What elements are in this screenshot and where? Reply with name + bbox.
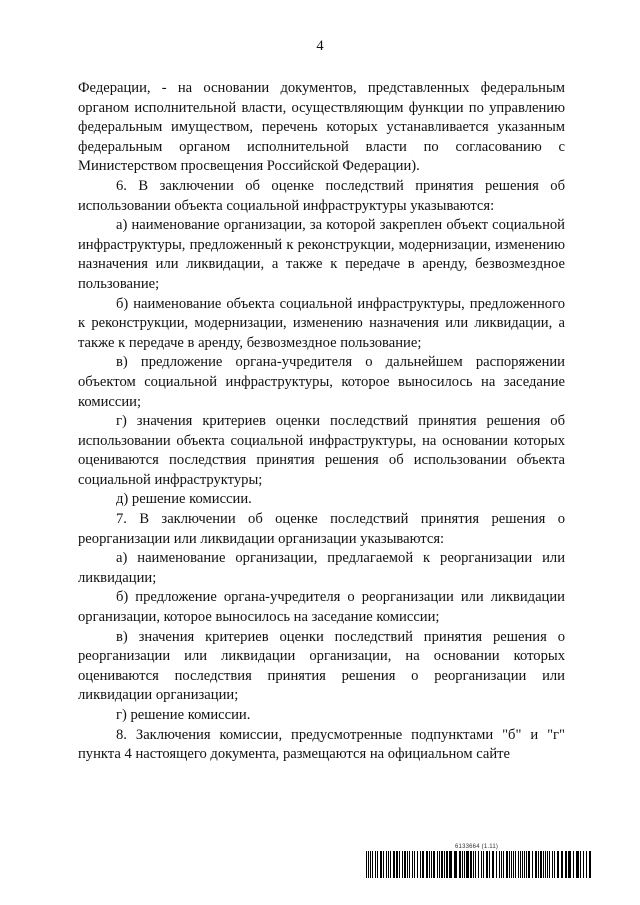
paragraph: а) наименование организации, за которой закреплен объект социальной инфраструктуры, предложенный к реконструкции, модернизации, изменению назначения или ликвидации, а также к передаче в аренду, безвозмездное пользование; xyxy=(78,217,565,292)
paragraph: Федерации, - на основании документов, представленных федеральным органом исполнительной власти, осуществляющим функции по управлению федеральным имуществом, перечень которых устанавливается указанным федеральным органом исполнительной власти по согласованию с Министерством просвещения Российской Федерации). xyxy=(78,80,565,175)
paragraph: г) решение комиссии. xyxy=(116,707,251,723)
paragraph: в) значения критериев оценки последствий принятия решения о реорганизации или ликвидации организации, на основании которых оцениваются последствия принятия решения о реорганизации или ликвидации организации; xyxy=(78,628,565,704)
paragraph: б) наименование объекта социальной инфраструктуры, предложенного к реконструкции, модернизации, изменению назначения или ликвидации, а также к передаче в аренду, безвозмездное пользование; xyxy=(78,295,565,351)
paragraph: в) предложение органа-учредителя о дальнейшем распоряжении объектом социальной инфраструктуры, которое выносилось на заседание комиссии; xyxy=(78,354,565,410)
page-number: 4 xyxy=(316,38,324,54)
paragraph: 7. В заключении об оценке последствий принятия решения о реорганизации или ликвидации организации указываются: xyxy=(78,511,565,547)
document-body xyxy=(78,79,565,765)
paragraph: д) решение комиссии. xyxy=(116,491,252,508)
barcode-icon xyxy=(366,851,594,878)
paragraph: 8. Заключения комиссии, предусмотренные подпунктами "б" и "г" пункта 4 настоящего документа, размещаются на официальном сайте xyxy=(78,726,565,763)
paragraph: б) предложение органа-учредителя о реорганизации или ликвидации организации, которое выносилось на заседание комиссии; xyxy=(78,589,565,626)
paragraph: а) наименование организации, предлагаемой к реорганизации или ликвидации; xyxy=(78,550,565,586)
paragraph: г) значения критериев оценки последствий принятия решения об использовании объекта социальной инфраструктуры, на основании которых оцениваются последствия принятия решения об использовании объекта социальной инфраструктуры; xyxy=(78,413,565,488)
document-id: 6133664 (1.11) xyxy=(455,844,499,850)
paragraph: 6. В заключении об оценке последствий принятия решения об использовании объекта социальной инфраструктуры указываются: xyxy=(78,177,565,214)
